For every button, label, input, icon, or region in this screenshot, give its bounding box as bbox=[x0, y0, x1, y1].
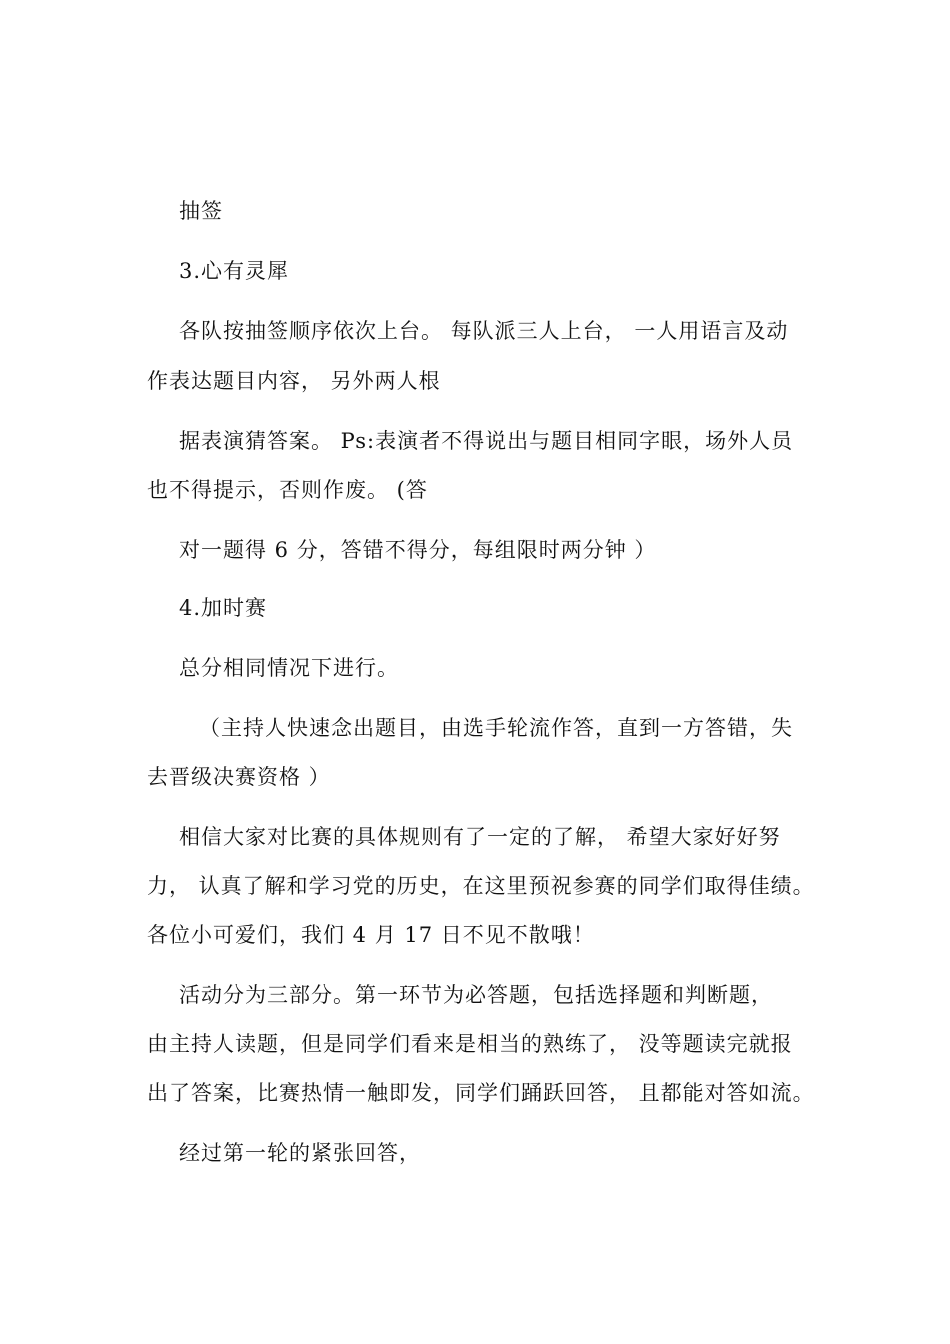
paragraph-line: 由主持人读题，但是同学们看来是相当的熟练了， 没等题读完就报 bbox=[147, 1032, 793, 1056]
paragraph-line: 作表达题目内容， 另外两人根 bbox=[147, 369, 441, 393]
paragraph-line: 各队按抽签顺序依次上台。 每队派三人上台， 一人用语言及动 bbox=[179, 319, 789, 343]
paragraph-line: 也不得提示，否则作废。 (答 bbox=[147, 478, 428, 502]
paragraph-line: 经过第一轮的紧张回答， bbox=[179, 1141, 421, 1165]
paragraph-line: 据表演猜答案。 Ps:表演者不得说出与题目相同字眼，场外人员 bbox=[179, 429, 794, 453]
paragraph-line: 相信大家对比赛的具体规则有了一定的了解， 希望大家好好努 bbox=[179, 825, 781, 849]
paragraph-line: 抽签 bbox=[179, 199, 223, 223]
paragraph-line: 出了答案，比赛热情一触即发，同学们踊跃回答， 且都能对答如流。 bbox=[147, 1081, 815, 1105]
paragraph-line: 各位小可爱们，我们 4 月 17 日不见不散哦！ bbox=[147, 923, 595, 947]
section-heading: 3.心有灵犀 bbox=[179, 259, 290, 283]
paragraph-line: 对一题得 6 分，答错不得分，每组限时两分钟 ） bbox=[179, 538, 657, 562]
paragraph-line: 力， 认真了解和学习党的历史，在这里预祝参赛的同学们取得佳绩。 bbox=[147, 874, 815, 898]
paragraph-line: 总分相同情况下进行。 bbox=[179, 656, 399, 680]
paragraph-line: （主持人快速念出题目，由选手轮流作答，直到一方答错，失 bbox=[199, 716, 793, 740]
section-heading: 4.加时赛 bbox=[179, 596, 268, 620]
paragraph-line: 去晋级决赛资格 ） bbox=[147, 765, 331, 789]
paragraph-line: 活动分为三部分。第一环节为必答题，包括选择题和判断题， bbox=[179, 983, 773, 1007]
